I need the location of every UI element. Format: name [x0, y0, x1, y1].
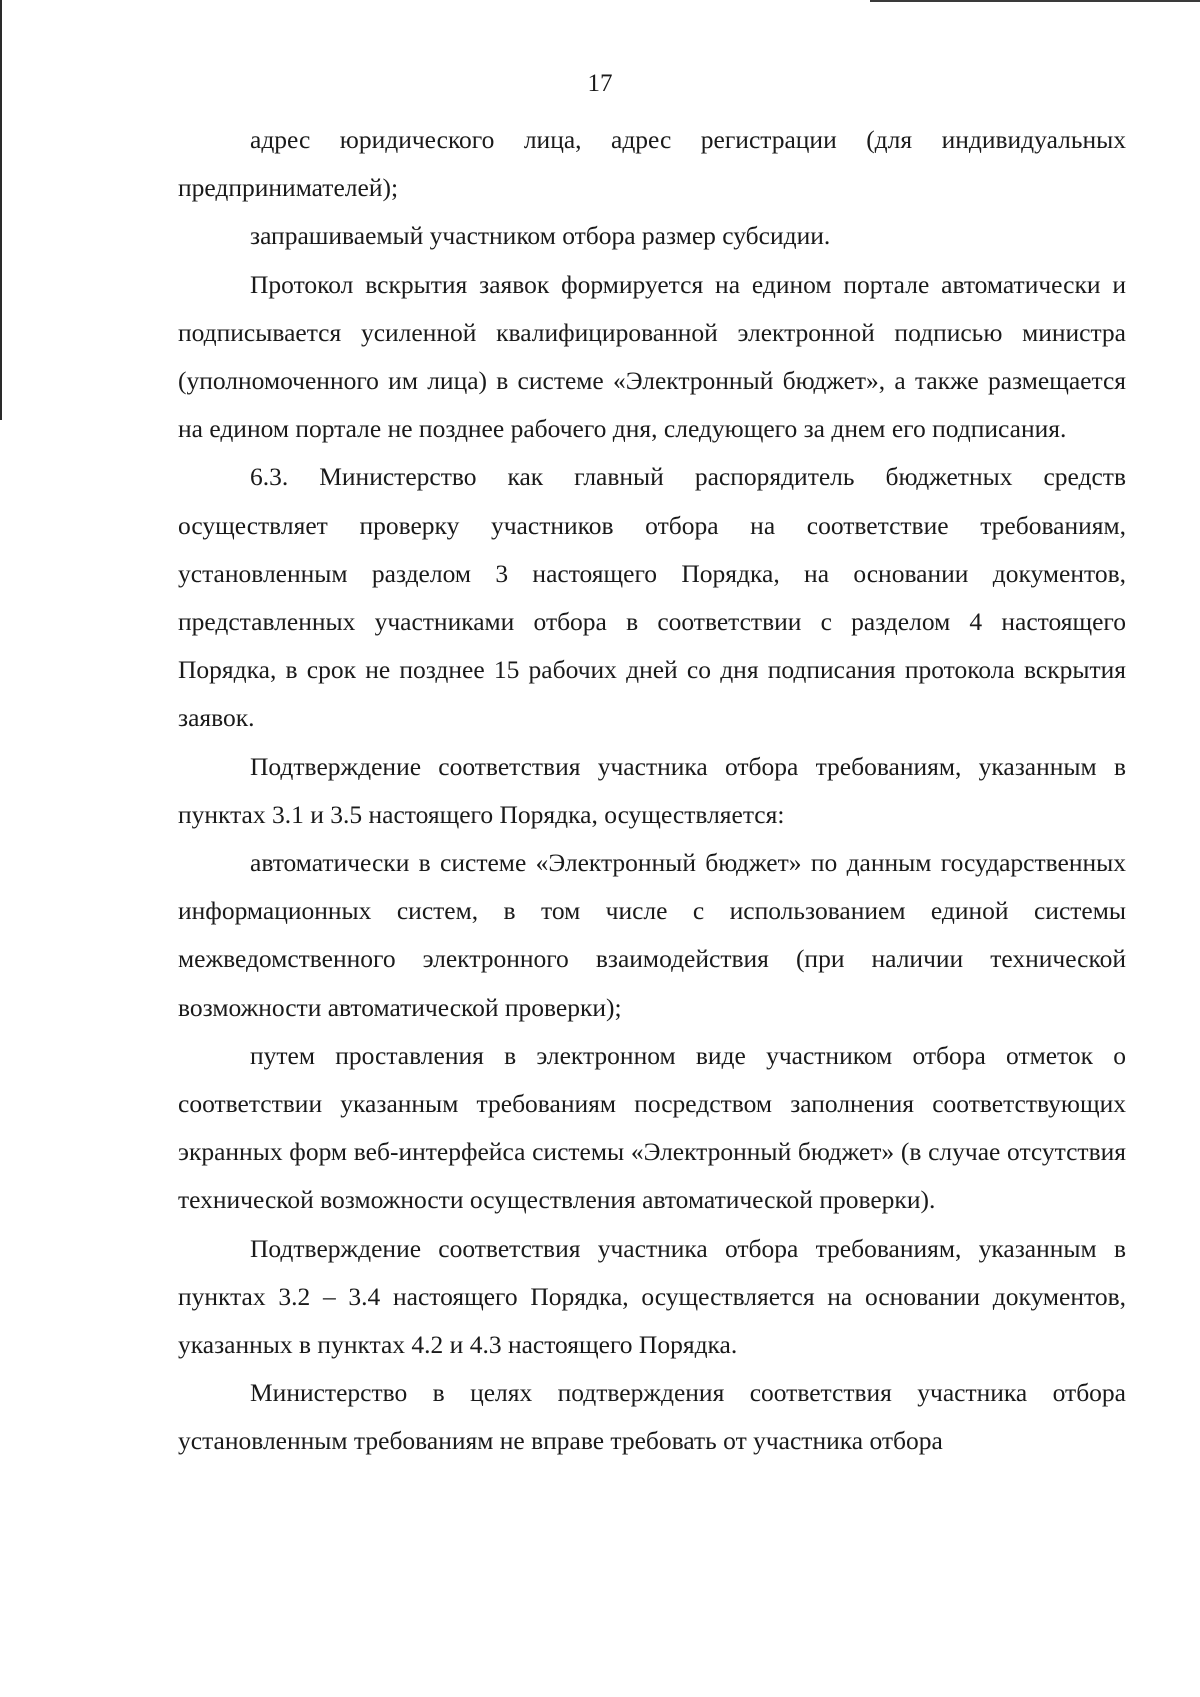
- paragraph: Протокол вскрытия заявок формируется на едином портале автоматически и подписывается усиленной квалифицированной электронной подписью министра (уполномоченного им лица) в системе «Электронный бюджет», а также размещается на едином портале не позднее рабочего дня, следующего за днем его подписания.: [178, 269, 1126, 444]
- page-number: 17: [587, 70, 613, 97]
- paragraph: путем проставления в электронном виде участником отбора отметок о соответствии указанным требованиям посредством заполнения соответствующих экранных форм веб-интерфейса системы «Электронный бюджет» (в случае отсутствия технической возможности осуществления автоматической проверки).: [178, 1040, 1126, 1215]
- paragraph: Подтверждение соответствия участника отбора требованиям, указанным в пунктах 3.2 – 3.4 настоящего Порядка, осуществляется на основании документов, указанных в пунктах 4.2 и 4.3 настоящего Порядка.: [178, 1233, 1126, 1360]
- paragraph: Министерство в целях подтверждения соответствия участника отбора установленным требованиям не вправе требовать от участника отбора: [178, 1378, 1126, 1456]
- document-body: [178, 116, 1126, 1466]
- paragraph: 6.3. Министерство как главный распорядитель бюджетных средств осуществляет проверку участников отбора на соответствие требованиям, установленным разделом 3 настоящего Порядка, на основании документов, представленных участниками отбора в соответствии с разделом 4 настоящего Порядка, в срок не позднее 15 рабочих дней со дня подписания протокола вскрытия заявок.: [178, 462, 1126, 733]
- paragraph: Подтверждение соответствия участника отбора требованиям, указанным в пунктах 3.1 и 3.5 настоящего Порядка, осуществляется:: [178, 751, 1126, 829]
- paragraph: автоматически в системе «Электронный бюджет» по данным государственных информационных систем, в том числе с использованием единой системы межведомственного электронного взаимодействия (при наличии технической возможности автоматической проверки);: [178, 848, 1126, 1022]
- paragraph: запрашиваемый участником отбора размер субсидии.: [250, 221, 831, 251]
- paragraph: адрес юридического лица, адрес регистрации (для индивидуальных предпринимателей);: [178, 125, 1126, 203]
- scan-edge-top: [870, 0, 1200, 2]
- scan-edge-left: [0, 0, 2, 420]
